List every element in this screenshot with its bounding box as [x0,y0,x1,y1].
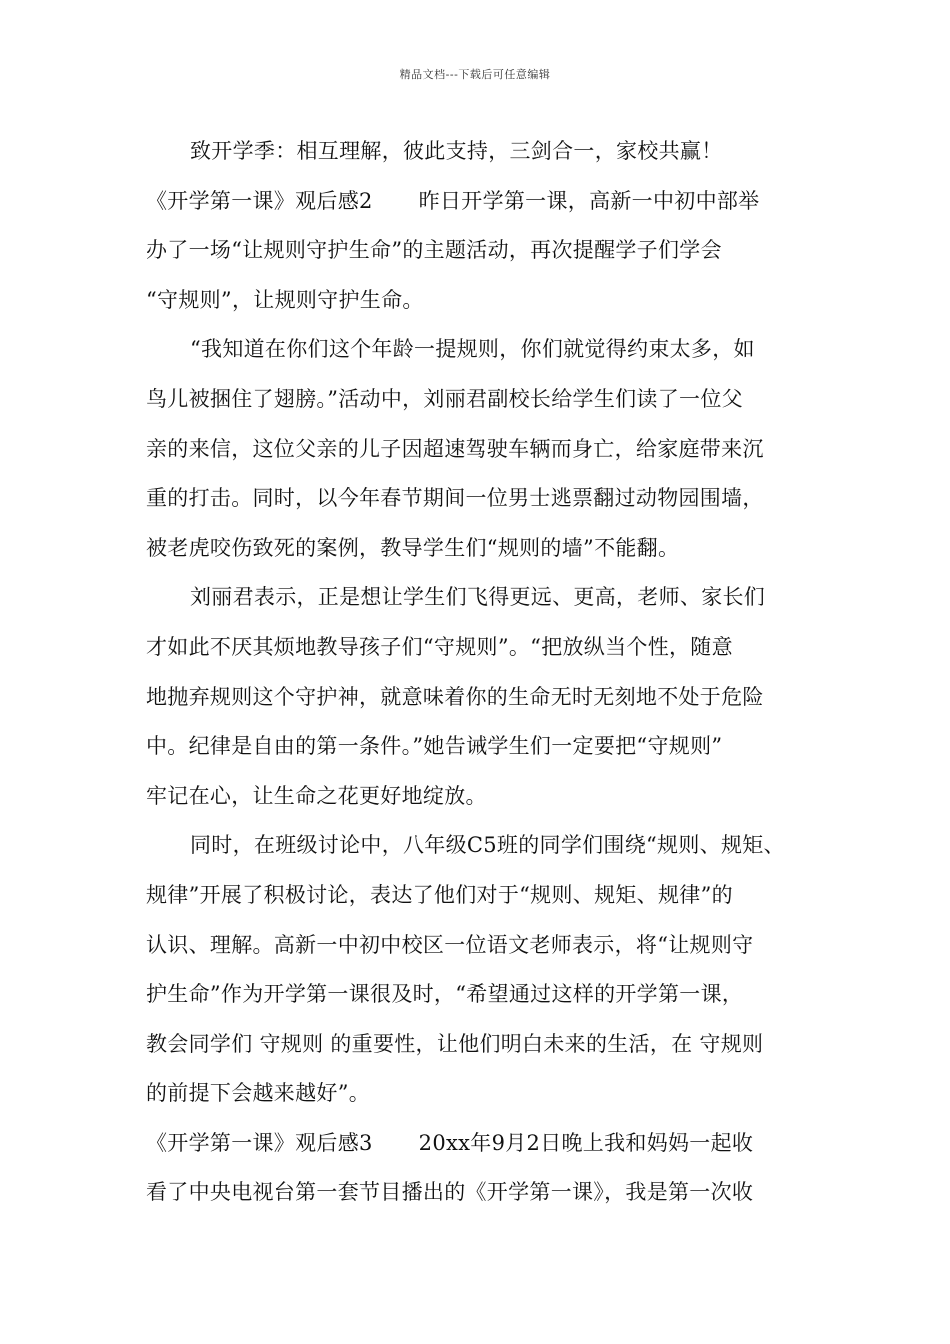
body-line [146,878,818,928]
line-text: 20xx年9月2日晚上我和妈妈一起收 [418,1130,754,1155]
body-line [146,729,818,779]
line-text: 办了一场“让规则守护生命”的主题活动，再次提醒学子们学会 [146,238,722,263]
line-text: 昨日开学第一课，高新一中初中部举 [418,188,760,213]
section-heading: 《开学第一课》观后感3 [146,1130,373,1155]
line-text: 规律”开展了积极讨论，表达了他们对于“规则、规矩、规律”的 [146,882,733,907]
line-text: 刘丽君表示，正是想让学生们飞得更远、更高，老师、家长们 [190,585,766,610]
body-line [146,283,818,333]
line-text: 中。纪律是自由的第一条件。”她告诫学生们一定要把“守规则” [146,734,723,759]
body-line [146,432,818,482]
section-heading: 《开学第一课》观后感2 [146,188,373,213]
body-line [146,779,818,829]
body-line [146,1027,818,1077]
body-line [146,382,818,432]
body-line [146,481,818,531]
body-line [146,332,818,382]
body-line [146,680,818,730]
line-text: 同时，在班级讨论中，八年级C5班的同学们围绕“规则、规矩、 [190,833,785,858]
body-line [146,233,818,283]
body-line [146,580,818,630]
document-body [146,134,818,1225]
line-text: 认识、理解。高新一中初中校区一位语文老师表示，将“让规则守 [146,932,754,957]
line-text: 亲的来信，这位父亲的儿子因超速驾驶车辆而身亡，给家庭带来沉 [146,436,764,461]
body-line [146,977,818,1027]
page-header: 精品文档---下载后可任意编辑 [399,68,551,81]
body-line [146,134,818,184]
body-line [146,828,818,878]
line-text: 鸟儿被捆住了翅膀。”活动中，刘丽君副校长给学生们读了一位父 [146,386,743,411]
line-text: 被老虎咬伤致死的案例，教导学生们“规则的墙”不能翻。 [146,535,680,560]
line-text: 地抛弃规则这个守护神，就意味着你的生命无时无刻地不处于危险 [146,684,764,709]
line-text: “我知道在你们这个年龄一提规则，你们就觉得约束太多，如 [190,337,755,362]
body-line [146,928,818,978]
line-text: 护生命”作为开学第一课很及时，“希望通过这样的开学第一课， [146,982,744,1007]
body-line [146,630,818,680]
line-text: 看了中央电视台第一套节目播出的《开学第一课》，我是第一次收 [146,1180,754,1205]
body-line [146,1175,818,1225]
body-line [146,184,818,234]
line-text: “守规则”，让规则守护生命。 [146,287,424,312]
line-text: 教会同学们 守规则 的重要性，让他们明白未来的生活，在 守规则 [146,1031,764,1056]
line-text: 的前提下会越来越好”。 [146,1081,371,1106]
line-text: 致开学季：相互理解，彼此支持，三剑合一，家校共赢！ [190,139,723,163]
line-text: 才如此不厌其烦地教导孩子们“守规则”。“把放纵当个性，随意 [146,634,733,659]
body-line [146,531,818,581]
line-text: 牢记在心，让生命之花更好地绽放。 [146,783,487,808]
body-line [146,1126,818,1176]
line-text: 重的打击。同时，以今年春节期间一位男士逃票翻过动物园围墙， [146,486,764,511]
body-line [146,1076,818,1126]
